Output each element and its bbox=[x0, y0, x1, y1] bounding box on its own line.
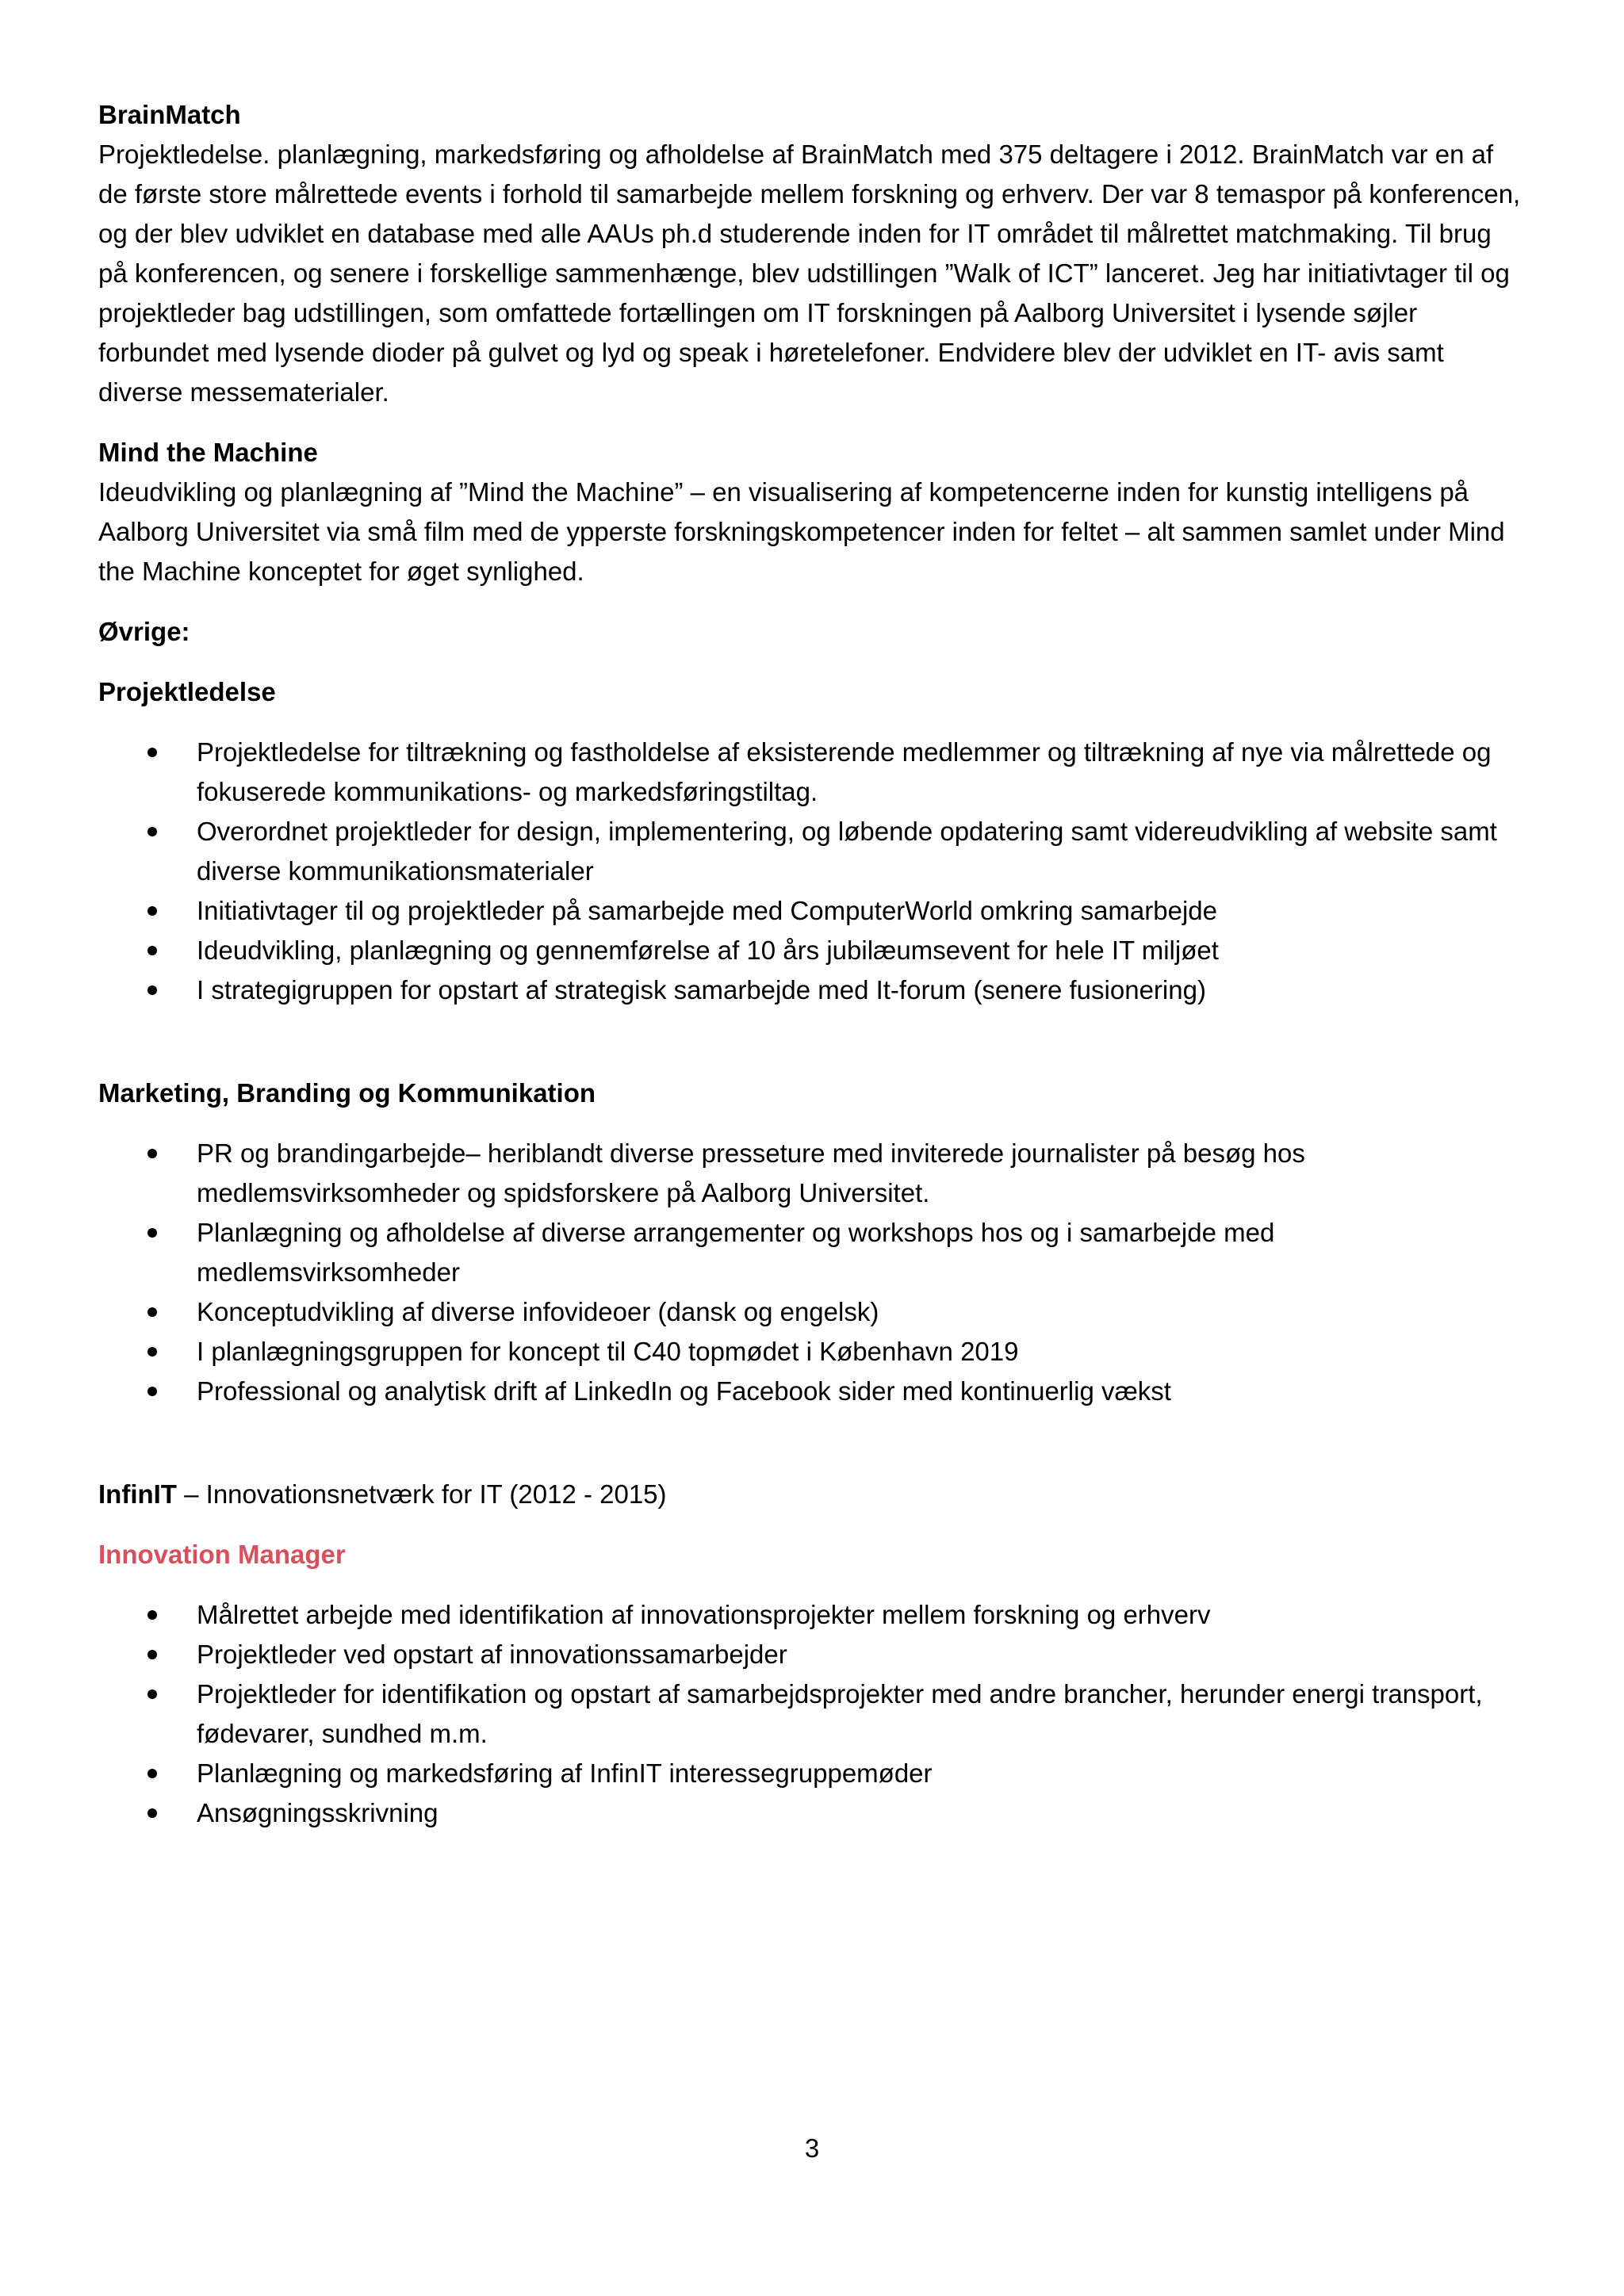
bullet-icon bbox=[147, 985, 157, 995]
bullet-icon bbox=[147, 1307, 157, 1317]
list-item bbox=[98, 1793, 1526, 1833]
other-heading: Øvrige: bbox=[98, 617, 190, 646]
list-item bbox=[98, 1674, 1526, 1754]
infinit-org-name: InfinIT bbox=[98, 1479, 177, 1509]
infinit-description: – Innovationsnetværk for IT (2012 - 2015) bbox=[176, 1479, 667, 1509]
list-item bbox=[98, 1595, 1526, 1635]
list-item bbox=[98, 1134, 1526, 1213]
list-item bbox=[98, 1635, 1526, 1674]
list-item bbox=[98, 733, 1526, 812]
list-item-text: Planlægning og afholdelse af diverse arrangementer og workshops hos og i samarbejde med medlemsvirksomheder bbox=[197, 1218, 1275, 1287]
infinit-list bbox=[98, 1595, 1526, 1833]
brainmatch-title: BrainMatch bbox=[98, 100, 241, 129]
mind-the-machine-section bbox=[98, 433, 1526, 591]
list-item-text: Ansøgningsskrivning bbox=[197, 1798, 439, 1827]
list-item-text: Professional og analytisk drift af LinkedIn og Facebook sider med kontinuerlig vækst bbox=[197, 1376, 1171, 1406]
bullet-icon bbox=[147, 1228, 157, 1238]
mind-the-machine-title: Mind the Machine bbox=[98, 438, 318, 467]
spacer bbox=[98, 1411, 1526, 1475]
bullet-icon bbox=[147, 1610, 157, 1620]
brainmatch-section bbox=[98, 95, 1526, 412]
projektledelse-list bbox=[98, 733, 1526, 1010]
list-item-text: I strategigruppen for opstart af strategisk samarbejde med It-forum (senere fusionering) bbox=[197, 975, 1206, 1004]
list-item bbox=[98, 1332, 1526, 1372]
spacer bbox=[98, 1010, 1526, 1073]
page-content bbox=[98, 95, 1526, 1833]
list-item-text: Målrettet arbejde med identifikation af innovationsprojekter mellem forskning og erhverv bbox=[197, 1600, 1211, 1629]
projektledelse-heading: Projektledelse bbox=[98, 677, 276, 706]
list-item bbox=[98, 1372, 1526, 1411]
list-item bbox=[98, 1292, 1526, 1332]
bullet-icon bbox=[147, 906, 157, 916]
brainmatch-text: Projektledelse. planlægning, markedsføring og afholdelse af BrainMatch med 375 deltagere i 2012. BrainMatch var en af de første store målrettede events i forhold til samarbejde mellem forskning og erhverv. Der var 8 temaspor på konferencen, og der blev udviklet en database med alle AAUs ph.d studerende inden for IT området til målrettet matchmaking. Til brug på konferencen, og senere i forskellige sammenhænge, blev udstillingen ”Walk of ICT” lanceret. Jeg har initiativtager til og projektleder bag udstillingen, som omfattede fortællingen om IT forskningen på Aalborg Universitet i lysende søjler forbundet med lysende dioder på gulvet og lyd og speak i høretelefoner. Endvidere blev der udviklet en IT- avis samt diverse messematerialer. bbox=[98, 140, 1521, 407]
list-item-text: Overordnet projektleder for design, implementering, og løbende opdatering samt videreudvikling af website samt diverse kommunikationsmaterialer bbox=[197, 817, 1497, 886]
marketing-heading: Marketing, Branding og Kommunikation bbox=[98, 1078, 596, 1108]
list-item-text: Projektleder ved opstart af innovationssamarbejder bbox=[197, 1640, 787, 1669]
list-item-text: I planlægningsgruppen for koncept til C40 topmødet i København 2019 bbox=[197, 1337, 1019, 1366]
bullet-icon bbox=[147, 1650, 157, 1659]
infinit-org-line bbox=[98, 1475, 1526, 1514]
list-item bbox=[98, 970, 1526, 1010]
list-item bbox=[98, 931, 1526, 970]
bullet-icon bbox=[147, 827, 157, 836]
list-item bbox=[98, 812, 1526, 891]
bullet-icon bbox=[147, 1387, 157, 1396]
bullet-icon bbox=[147, 946, 157, 955]
bullet-icon bbox=[147, 1689, 157, 1699]
mind-the-machine-text: Ideudvikling og planlægning af ”Mind the Machine” – en visualisering af kompetencerne inden for kunstig intelligens på Aalborg Universitet via små film med de ypperste forskningskompetencer inden for feltet – alt sammen samlet under Mind the Machine konceptet for øget synlighed. bbox=[98, 477, 1505, 586]
list-item-text: PR og brandingarbejde– heriblandt diverse presseture med inviterede journalister på besøg hos medlemsvirksomheder og spidsforskere på Aalborg Universitet. bbox=[197, 1138, 1305, 1207]
list-item bbox=[98, 1754, 1526, 1793]
list-item-text: Projektleder for identifikation og opstart af samarbejdsprojekter med andre brancher, herunder energi transport, fødevarer, sundhed m.m. bbox=[197, 1679, 1483, 1748]
page-number: 3 bbox=[804, 2133, 820, 2163]
bullet-icon bbox=[147, 1769, 157, 1778]
list-item bbox=[98, 1213, 1526, 1292]
marketing-list bbox=[98, 1134, 1526, 1411]
list-item bbox=[98, 891, 1526, 931]
bullet-icon bbox=[147, 748, 157, 757]
list-item-text: Ideudvikling, planlægning og gennemførelse af 10 års jubilæumsevent for hele IT miljøet bbox=[197, 936, 1219, 965]
bullet-icon bbox=[147, 1149, 157, 1158]
bullet-icon bbox=[147, 1808, 157, 1818]
bullet-icon bbox=[147, 1347, 157, 1357]
list-item-text: Projektledelse for tiltrækning og fastholdelse af eksisterende medlemmer og tiltrækning af nye via målrettede og fokuserede kommunikations- og markedsføringstiltag. bbox=[197, 737, 1492, 806]
list-item-text: Konceptudvikling af diverse infovideoer (dansk og engelsk) bbox=[197, 1297, 879, 1326]
infinit-role: Innovation Manager bbox=[98, 1540, 346, 1569]
list-item-text: Planlægning og markedsføring af InfinIT interessegruppemøder bbox=[197, 1758, 933, 1788]
list-item-text: Initiativtager til og projektleder på samarbejde med ComputerWorld omkring samarbejde bbox=[197, 896, 1217, 925]
